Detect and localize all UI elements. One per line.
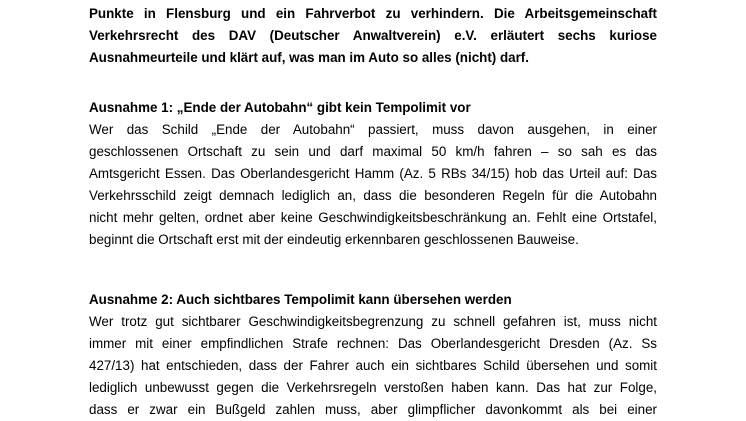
- section1-line: beginnt die Ortschaft erst mit der eindeutig erkennbaren geschlossenen Bauweise.: [89, 232, 579, 247]
- section2-line: immer mit einer empfindlichen Strafe rechnen: Das Oberlandesgericht Dresden (Az. Ss: [89, 336, 657, 351]
- intro-paragraph: [89, 3, 657, 69]
- section1-line: geschlossenen Ortschaft zu sein und darf maximal 50 km/h fahren – so sah es das: [89, 144, 657, 159]
- section2-heading: [89, 289, 657, 311]
- section2-line: Wer trotz gut sichtbarer Geschwindigkeitsbegrenzung zu schnell gefahren ist, muss nicht: [89, 314, 657, 329]
- section1-line: Wer das Schild „Ende der Autobahn“ passiert, muss davon ausgehen, in einer: [89, 122, 657, 137]
- section1-heading-text: Ausnahme 1: „Ende der Autobahn“ gibt kein Tempolimit vor: [89, 100, 471, 115]
- section1-paragraph: [89, 119, 657, 251]
- section2-line: 427/13) hat entschieden, dass der Fahrer auch ein sichtbares Schild übersehen und somit: [89, 358, 657, 373]
- section2-line: dass er zwar ein Bußgeld zahlen muss, aber glimpflicher davonkommt als bei einer: [89, 402, 657, 417]
- intro-line: Ausnahmeurteile und klärt auf, was man im Auto so alles (nicht) darf.: [89, 50, 529, 65]
- section2-line: lediglich unbewusst gegen die Verkehrsregeln verstoßen haben kann. Das hat zur Folge,: [89, 380, 657, 395]
- intro-line: Verkehrsrecht des DAV (Deutscher Anwaltverein) e.V. erläutert sechs kuriose: [89, 28, 657, 43]
- section1-heading: [89, 97, 657, 119]
- section1-line: Verkehrsschild zeigt demnach lediglich an, dass die besonderen Regeln für die Autobahn: [89, 188, 657, 203]
- section1-line: nicht mehr gelten, ordnet aber keine Geschwindigkeitsbeschränkung an. Fehlt eine Ortstafel,: [89, 210, 657, 225]
- intro-line: Punkte in Flensburg und ein Fahrverbot zu verhindern. Die Arbeitsgemeinschaft: [89, 6, 657, 21]
- section1-line: Amtsgericht Essen. Das Oberlandesgericht Hamm (Az. 5 RBs 34/15) hob das Urteil auf: Das: [89, 166, 657, 181]
- section2-paragraph: [89, 311, 657, 421]
- section2-heading-text: Ausnahme 2: Auch sichtbares Tempolimit kann übersehen werden: [89, 292, 512, 307]
